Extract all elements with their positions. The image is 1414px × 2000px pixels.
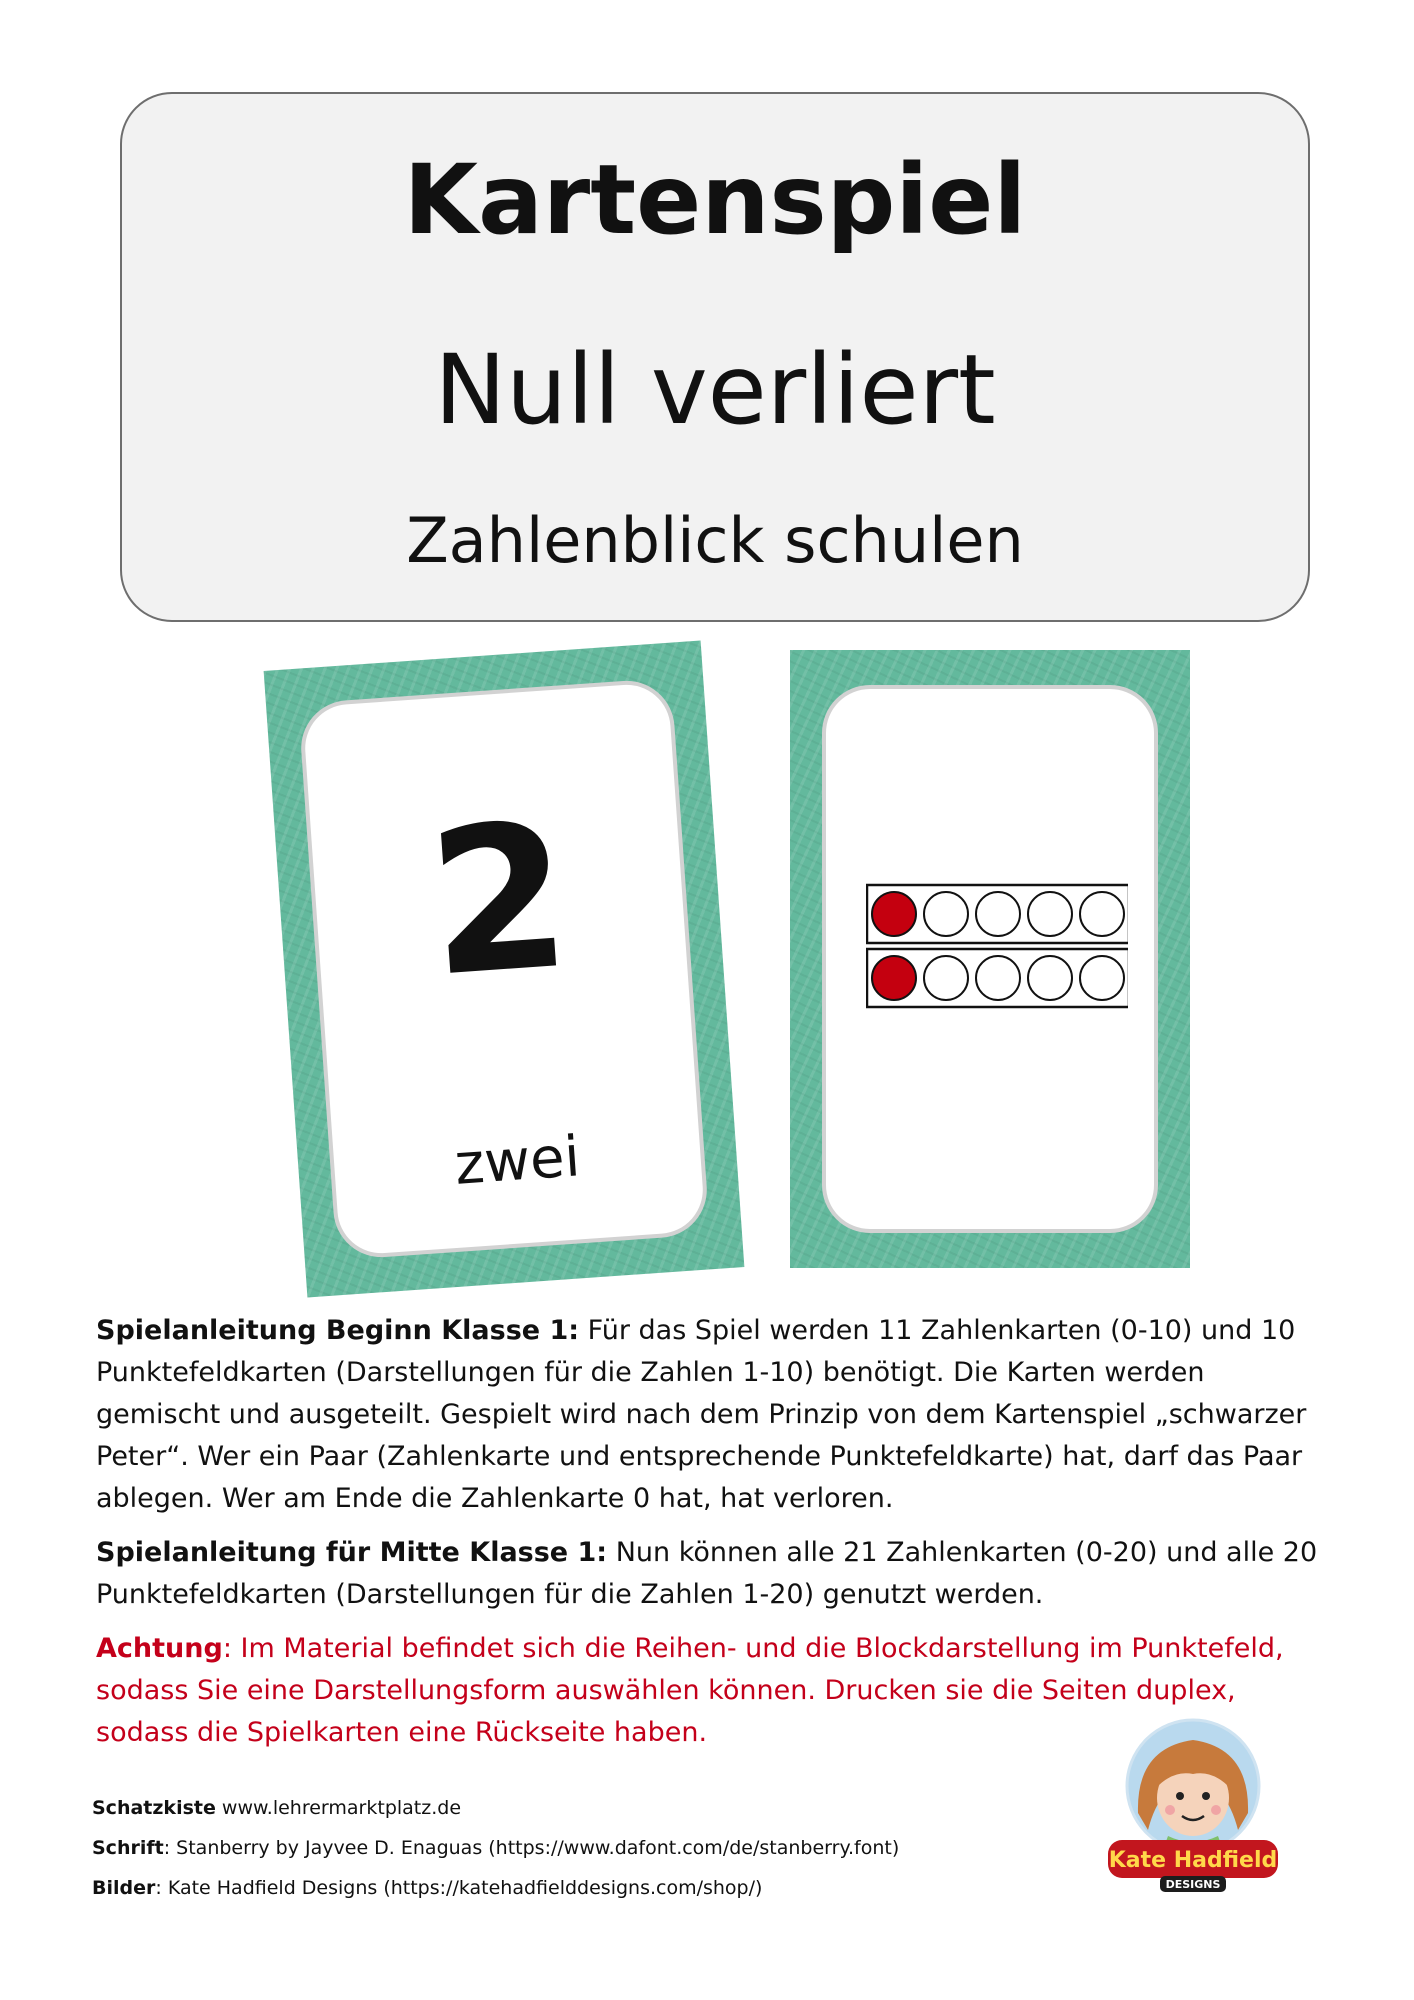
dot-field-card <box>790 650 1190 1268</box>
empty-dot <box>976 956 1020 1000</box>
instructions-beginner-label: Spielanleitung Beginn Klasse 1: <box>96 1315 580 1346</box>
empty-dot <box>1080 892 1124 936</box>
number-card-digit: 2 <box>421 779 577 1022</box>
empty-dot <box>924 956 968 1000</box>
instructions-advanced <box>96 1532 1326 1616</box>
credit-source <box>92 1788 899 1828</box>
instructions <box>96 1310 1326 1766</box>
filled-dot <box>872 956 916 1000</box>
credit-font <box>92 1828 899 1868</box>
credit-images-label: Bilder <box>92 1877 156 1899</box>
page-tagline: Zahlenblick schulen <box>406 504 1024 577</box>
credit-font-label: Schrift <box>92 1837 164 1859</box>
empty-dot <box>1080 956 1124 1000</box>
empty-dot <box>1028 892 1072 936</box>
credits <box>92 1788 899 1908</box>
instructions-advanced-label: Spielanleitung für Mitte Klasse 1: <box>96 1537 608 1568</box>
title-box <box>120 92 1310 622</box>
empty-dot <box>1028 956 1072 1000</box>
logo-name: Kate Hadfield <box>1108 1848 1278 1873</box>
logo-sub: DESIGNS <box>1165 1878 1221 1891</box>
credit-images <box>92 1868 899 1908</box>
page-title: Kartenspiel <box>403 144 1027 256</box>
instructions-note-text: : Im Material befindet sich die Reihen- und die Blockdarstellung im Punktefeld, sodass Sie eine Darstellungsform auswählen können. Drucken sie die Seiten duplex, sodass die Spielkarten eine Rückseite haben. <box>96 1633 1284 1748</box>
number-card <box>264 640 745 1297</box>
instructions-beginner-text: Für das Spiel werden 11 Zahlenkarten (0-10) und 10 Punktefeldkarten (Darstellungen für die Zahlen 1-10) benötigt. Die Karten werden gemischt und ausgeteilt. Gespielt wird nach dem Prinzip von dem Kartenspiel „schwarzer Peter“. Wer ein Paar (Zahlenkarte und entsprechende Punktefeldkarte) hat, darf das Paar ablegen. Wer am Ende die Zahlenkarte 0 hat, hat verloren. <box>96 1315 1307 1514</box>
credit-source-label: Schatzkiste <box>92 1797 216 1819</box>
credit-images-text[interactable]: : Kate Hadfield Designs (https://katehadfielddesigns.com/shop/) <box>155 1877 763 1899</box>
empty-dot <box>976 892 1020 936</box>
instructions-note-label: Achtung <box>96 1633 223 1664</box>
instructions-advanced-text: Nun können alle 21 Zahlenkarten (0-20) und alle 20 Punktefeldkarten (Darstellungen für die Zahlen 1-20) genutzt werden. <box>96 1537 1318 1610</box>
page-subtitle: Null verliert <box>434 334 996 446</box>
number-card-face <box>298 678 710 1261</box>
dot-field-card-face <box>822 685 1158 1233</box>
instructions-beginner <box>96 1310 1326 1520</box>
credit-font-text[interactable]: : Stanberry by Jayvee D. Enaguas (https://www.dafont.com/de/stanberry.font) <box>163 1837 900 1859</box>
dot-field <box>866 882 1128 1010</box>
filled-dot <box>872 892 916 936</box>
credit-source-link[interactable]: www.lehrermarktplatz.de <box>215 1797 462 1819</box>
empty-dot <box>924 892 968 936</box>
number-card-word: zwei <box>452 1124 583 1198</box>
kate-hadfield-logo <box>1098 1718 1288 1898</box>
